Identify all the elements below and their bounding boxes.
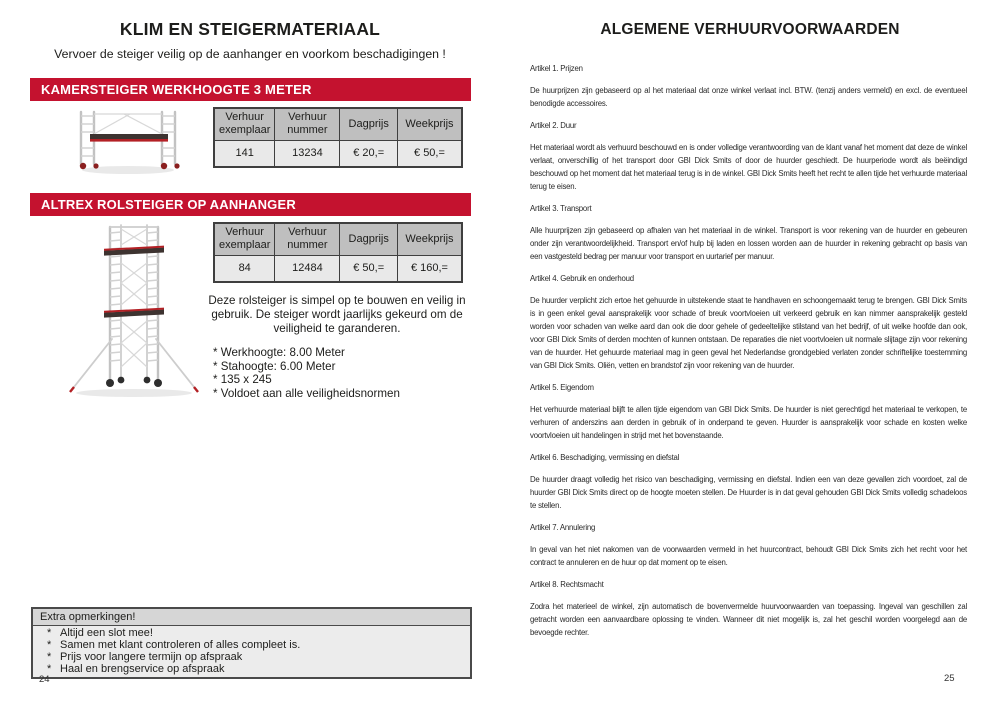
extra-notes-box [31,607,472,679]
col-header: Verhuur exemplaar [214,223,275,255]
article-body: De huurder draagt volledig het risico van beschadiging, vermissing en diefstal. Indien een van deze gevallen zich voordoet, zal de huurder GBI Dick Smits direct op de hoogte moeten stellen. De Huurder is in dat geval gehouden GBI Dick Smits volledig schadeloos te stellen. [530,475,967,510]
article-body: Het verhuurde materiaal blijft te allen tijde eigendom van GBI Dick Smits. De huurder is niet gerechtigd het materiaal te verkopen, te verhuren of anderszins aan derden in gebruik of in onderpand te geven. Huurder is aansprakelijk voor schade en kosten welke voortvloeien uit handelingen in strijd met het bovenstaande. [530,405,967,440]
article-3 [530,202,967,263]
article-8 [530,578,967,639]
bullet-star-icon: * [47,663,52,676]
note-text: Prijs voor langere termijn op afspraak [60,651,243,664]
article-heading: Artikel 4. Gebruik en onderhoud [530,274,634,283]
cell-weekprijs: € 50,= [397,140,462,167]
article-heading: Artikel 1. Prijzen [530,64,583,73]
cell-verhuur-nummer: 12484 [275,255,340,282]
article-body: De huurder verplicht zich ertoe het gehuurde in uitstekende staat te handhaven en schoongemaakt terug te brengen. GBI Dick Smits is in geen enkel geval aansprakelijk voor schade of breuk voortvloeien uit verkeerd gebruik en kan nimmer aansprakelijk gesteld worden voor schaden van welke aard dan ook die door gehele of gedeeltelijke stilstand van het bedrijf, of uit welke hoofde dan ook, voor GBI Dick Smits of derden mochten of kunnen ontstaan. De reparaties die niet voortvloeien uit normale slijtage zijn voor rekening van de huurder. Het gehuurde materiaal mag in geen geval het Nederlandse grondgebied verlaten zonder schriftelijke toestemming van GBI Dick Smits. Oliën, vetten en brandstof zijn voor rekening van de huurder. [530,296,967,370]
article-6 [530,451,967,512]
cell-weekprijs: € 160,= [397,255,462,282]
article-body: Het materiaal wordt als verhuurd beschouwd en is onder volledige verantwoording van de klant vanaf het moment dat deze de winkel verlaat, onverschillig of het transport door GBI Dick Smits of door de huurder geschiedt. De huurperiode wordt als beëindigd beschouwd op het moment dat het materiaal terug is in de winkel. GBI Dick Smits heeft het recht te allen tijde het verhuurde materiaal terug te eisen. [530,143,967,191]
extra-notes-title: Extra opmerkingen! [33,609,470,626]
spec-item: * Voldoet aan alle veiligheidsnormen [213,386,400,400]
article-7 [530,521,967,569]
note-item [33,627,470,639]
col-header: Weekprijs [397,108,462,140]
section-banner-rolsteiger: ALTREX ROLSTEIGER OP AANHANGER [30,193,471,216]
note-text: Altijd een slot mee! [60,627,153,639]
article-2 [530,119,967,193]
cell-verhuur-exemplaar: 84 [214,255,275,282]
table-header-row [214,108,462,140]
page-number-left: 24 [39,674,50,685]
table-row [214,140,462,167]
note-item [33,651,470,663]
col-header: Verhuur nummer [275,223,340,255]
page-number-right: 25 [944,673,955,684]
note-item [33,663,470,675]
note-text: Haal en brengservice op afspraak [60,663,225,676]
col-header: Verhuur nummer [275,108,340,140]
article-heading: Artikel 7. Annulering [530,523,596,532]
article-heading: Artikel 2. Duur [530,121,577,130]
article-1 [530,62,967,110]
col-header: Weekprijs [397,223,462,255]
bullet-star-icon: * [47,627,52,639]
article-5 [530,381,967,442]
rolsteiger-description: Deze rolsteiger is simpel op te bouwen en veilig in gebruik. De steiger wordt jaarlijks gekeurd om de veiligheid te garanderen. [208,294,466,335]
cell-dagprijs: € 20,= [340,140,397,167]
article-heading: Artikel 3. Transport [530,204,592,213]
rolsteiger-spec-list [213,346,400,400]
article-body: De huurprijzen zijn gebaseerd op al het materiaal dat onze winkel verlaat incl. BTW. (tenzij anders vermeld) en excl. de eventueel benodigde accessoires. [530,86,967,108]
table-header-row [214,223,462,255]
col-header: Verhuur exemplaar [214,108,275,140]
page-title: KLIM EN STEIGERMATERIAAL [119,19,381,39]
kamersteiger-image [72,104,184,176]
conditions-articles [530,62,967,648]
cell-verhuur-exemplaar: 141 [214,140,275,167]
table-row [214,255,462,282]
cell-dagprijs: € 50,= [340,255,397,282]
right-page [500,0,1000,707]
col-header: Dagprijs [340,223,397,255]
col-header: Dagprijs [340,108,397,140]
article-heading: Artikel 8. Rechtsmacht [530,580,604,589]
section-banner-kamersteiger: KAMERSTEIGER WERKHOOGTE 3 METER [30,78,471,101]
extra-notes-list [33,626,470,677]
page-subtitle: Vervoer de steiger veilig op de aanhanger en voorkom beschadigingen ! [54,47,446,61]
article-heading: Artikel 5. Eigendom [530,383,594,392]
article-heading: Artikel 6. Beschadiging, vermissing en diefstal [530,453,680,462]
bullet-star-icon: * [47,639,52,652]
spec-item: * 135 x 245 [213,373,272,387]
note-item [33,639,470,651]
note-text: Samen met klant controleren of alles compleet is. [60,639,301,652]
rolsteiger-aanhanger-image [58,221,210,403]
cell-verhuur-nummer: 13234 [275,140,340,167]
article-body: Alle huurprijzen zijn gebaseerd op afhalen van het materiaal in de winkel. Transport is voor rekening van de huurder en gebeuren onder zijn verantwoordelijkheid. Transport en/of hulp bij laden en lossen worden aan de huurder in rekening gebracht op basis van een vastgesteld bedrag per manuur voor transport en uurtarief per manuur. [530,226,967,261]
bullet-star-icon: * [47,651,52,664]
conditions-title: ALGEMENE VERHUURVOORWAARDEN [600,21,900,38]
article-body: In geval van het niet nakomen van de voorwaarden vermeld in het huurcontract, behoudt GBI Dick Smits zich het recht voor het contract te annuleren en de huur op dat moment op te eisen. [530,545,967,567]
article-4 [530,272,967,372]
article-body: Zodra het materieel de winkel, zijn automatisch de bovenvermelde huurvoorwaarden van toepassing. Ingeval van geschillen zal getracht worden een aanvaardbare oplossing te vinden. Wanneer dit niet mogelijk is, zal het geschil worden voorgelegd aan de bevoegde rechter. [530,602,967,637]
spec-item: * Werkhoogte: 8.00 Meter [213,346,345,359]
rental-table-kamersteiger [213,107,463,168]
rental-table-rolsteiger [213,222,463,283]
spec-item: * Stahoogte: 6.00 Meter [213,359,336,373]
